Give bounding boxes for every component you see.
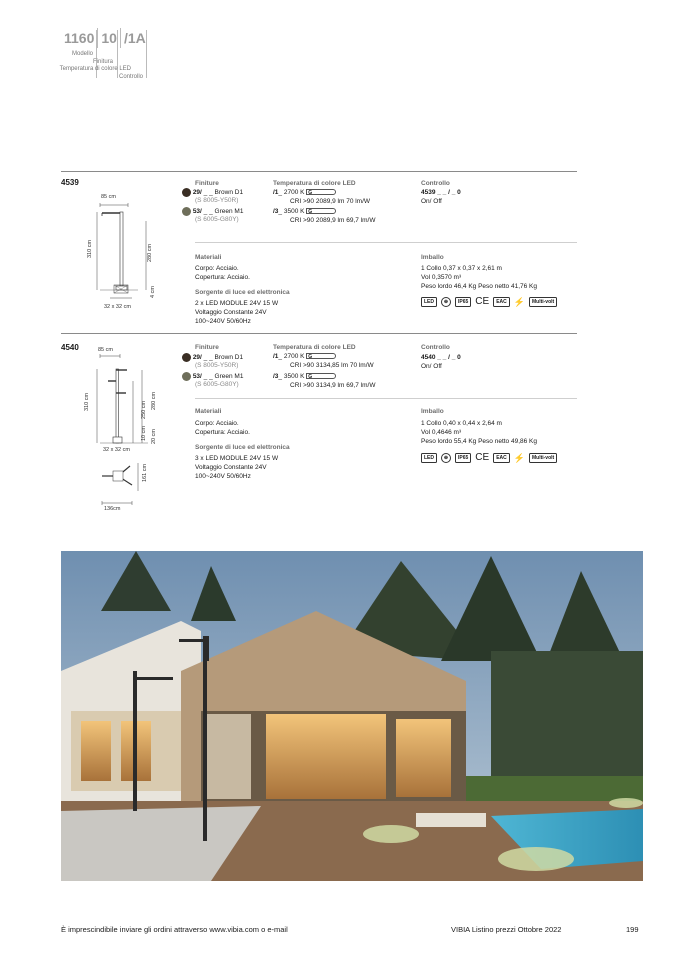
materials-title: Materiali bbox=[195, 254, 222, 261]
control-code: 4540 _ _ / _ 0 bbox=[421, 354, 461, 361]
pack-line: 1 Collo 0,40 x 0,44 x 2,64 m bbox=[421, 420, 502, 427]
source-line: Voltaggio Constante 24V bbox=[195, 464, 267, 471]
product-id-4540: 4540 bbox=[61, 343, 79, 352]
control-title: Controllo bbox=[421, 344, 450, 351]
eac-badge: EAC bbox=[493, 453, 510, 463]
source-line: 2 x LED MODULE 24V 15 W bbox=[195, 300, 279, 307]
dim-side-4540: 161 cm bbox=[142, 463, 148, 482]
temp-title: Temperatura di colore LED bbox=[273, 180, 356, 187]
dim-low2-4540: 20 cm bbox=[151, 429, 157, 444]
ip65-badge: IP65 bbox=[455, 297, 471, 307]
energy-label-icon: G bbox=[306, 373, 336, 379]
code-control: /1A bbox=[123, 30, 146, 46]
finish-ral: (S 6005-G80Y) bbox=[195, 381, 239, 388]
eac-badge: EAC bbox=[493, 297, 510, 307]
ip65-badge: IP65 bbox=[455, 453, 471, 463]
temp-row: /3_ 3500 K G bbox=[273, 373, 336, 381]
product-drawing-4539 bbox=[80, 195, 170, 305]
pack-line: Peso lordo 55,4 Kg Peso netto 49,86 Kg bbox=[421, 438, 538, 445]
finish-ral: (S 8005-Y50R) bbox=[195, 197, 239, 204]
legend-control: Controllo bbox=[118, 74, 143, 80]
temp-title: Temperatura di colore LED bbox=[273, 344, 356, 351]
swatch-green bbox=[182, 372, 191, 381]
dim-span-4540: 136cm bbox=[104, 506, 121, 512]
pack-line: Vol 0,3570 m³ bbox=[421, 274, 462, 281]
dim-base-4540: 32 x 32 cm bbox=[103, 447, 130, 453]
model-code bbox=[61, 28, 149, 48]
dim-base-4539: 32 x 32 cm bbox=[104, 304, 131, 310]
dim-foot-4539: 4 cm bbox=[150, 286, 156, 298]
dim-arm-4539: 85 cm bbox=[101, 194, 116, 200]
finish-ral: (S 8005-Y50R) bbox=[195, 362, 239, 369]
source-title: Sorgente di luce ed elettronica bbox=[195, 289, 290, 296]
swatch-green bbox=[182, 207, 191, 216]
control-value: On/ Off bbox=[421, 363, 442, 370]
finish-title: Finiture bbox=[195, 344, 219, 351]
source-title: Sorgente di luce ed elettronica bbox=[195, 444, 290, 451]
dim-height-4540: 310 cm bbox=[84, 392, 90, 411]
source-line: 100~240V 50/60Hz bbox=[195, 318, 251, 325]
material-line: Copertura: Acciaio. bbox=[195, 274, 250, 281]
dim-inner-4539: 280 cm bbox=[147, 243, 153, 262]
multivolt-badge: Multi-volt bbox=[529, 297, 557, 307]
pack-title: Imballo bbox=[421, 254, 444, 261]
temp-row: /3_ 3500 K G bbox=[273, 208, 336, 216]
product-photo bbox=[61, 551, 643, 881]
pack-line: Peso lordo 46,4 Kg Peso netto 41,76 Kg bbox=[421, 283, 538, 290]
materials-title: Materiali bbox=[195, 408, 222, 415]
footer-order-note: È imprescindibile inviare gli ordini attraverso www.vibia.com o e-mail bbox=[61, 925, 288, 934]
temp-detail: CRI >90 2089,9 lm 70 lm/W bbox=[290, 198, 371, 205]
finish-ral: (S 6005-G80Y) bbox=[195, 216, 239, 223]
dim-height-4539: 310 cm bbox=[87, 239, 93, 258]
globe-icon: ⊕ bbox=[441, 297, 451, 307]
temp-row: /1_ 2700 K G bbox=[273, 189, 336, 197]
source-line: Voltaggio Constante 24V bbox=[195, 309, 267, 316]
pack-title: Imballo bbox=[421, 408, 444, 415]
energy-label-icon: G bbox=[306, 353, 336, 359]
product-id-4539: 4539 bbox=[61, 178, 79, 187]
energy-label-icon: G bbox=[306, 208, 336, 214]
finish-row: 29/ _ _ Brown D1 bbox=[182, 188, 243, 198]
code-model: 1160 bbox=[61, 28, 98, 48]
ce-mark: CE bbox=[475, 296, 490, 307]
led-badge: LED bbox=[421, 453, 437, 463]
divider-top bbox=[61, 171, 577, 172]
material-line: Corpo: Acciaio. bbox=[195, 265, 239, 272]
footer-brand: VIBIA Listino prezzi Ottobre 2022 bbox=[451, 925, 562, 934]
ce-mark: CE bbox=[475, 452, 490, 463]
dim-arm-4540: 85 cm bbox=[98, 347, 113, 353]
certification-badges bbox=[421, 453, 557, 463]
control-code: 4539 _ _ / _ 0 bbox=[421, 189, 461, 196]
temp-detail: CRI >90 3134,9 lm 69,7 lm/W bbox=[290, 382, 376, 389]
dim-low1-4540: 10 cm bbox=[141, 426, 147, 441]
control-value: On/ Off bbox=[421, 198, 442, 205]
finish-row: 29/ _ _ Brown D1 bbox=[182, 353, 243, 363]
energy-label-icon: G bbox=[306, 189, 336, 195]
page-number: 199 bbox=[626, 925, 639, 934]
finish-row: 53/ _ _ Green M1 bbox=[182, 372, 243, 382]
certification-badges bbox=[421, 297, 557, 307]
source-line: 100~240V 50/60Hz bbox=[195, 473, 251, 480]
finish-title: Finiture bbox=[195, 180, 219, 187]
material-line: Corpo: Acciaio. bbox=[195, 420, 239, 427]
divider-mid bbox=[61, 333, 577, 334]
code-finish: 10 bbox=[98, 28, 121, 48]
pack-line: 1 Collo 0,37 x 0,37 x 2,61 m bbox=[421, 265, 502, 272]
dim-inner1-4540: 250 cm bbox=[141, 400, 147, 419]
plug-icon: ⚡ bbox=[513, 453, 525, 463]
swatch-brown bbox=[182, 188, 191, 197]
temp-detail: CRI >90 3134,85 lm 70 lm/W bbox=[290, 362, 374, 369]
legend-model: Modello bbox=[71, 51, 93, 57]
material-line: Copertura: Acciaio. bbox=[195, 429, 250, 436]
temp-detail: CRI >90 2089,9 lm 69,7 lm/W bbox=[290, 217, 376, 224]
source-line: 3 x LED MODULE 24V 15 W bbox=[195, 455, 279, 462]
dim-inner2-4540: 280 cm bbox=[151, 391, 157, 410]
swatch-brown bbox=[182, 353, 191, 362]
globe-icon: ⊕ bbox=[441, 453, 451, 463]
control-title: Controllo bbox=[421, 180, 450, 187]
multivolt-badge: Multi-volt bbox=[529, 453, 557, 463]
legend-temp: Temperatura di colore LED bbox=[59, 66, 131, 72]
led-badge: LED bbox=[421, 297, 437, 307]
temp-row: /1_ 2700 K G bbox=[273, 353, 336, 361]
finish-row: 53/ _ _ Green M1 bbox=[182, 207, 243, 217]
legend-finish: Finitura bbox=[92, 59, 113, 65]
pack-line: Vol 0,4646 m³ bbox=[421, 429, 462, 436]
plug-icon: ⚡ bbox=[513, 297, 525, 307]
